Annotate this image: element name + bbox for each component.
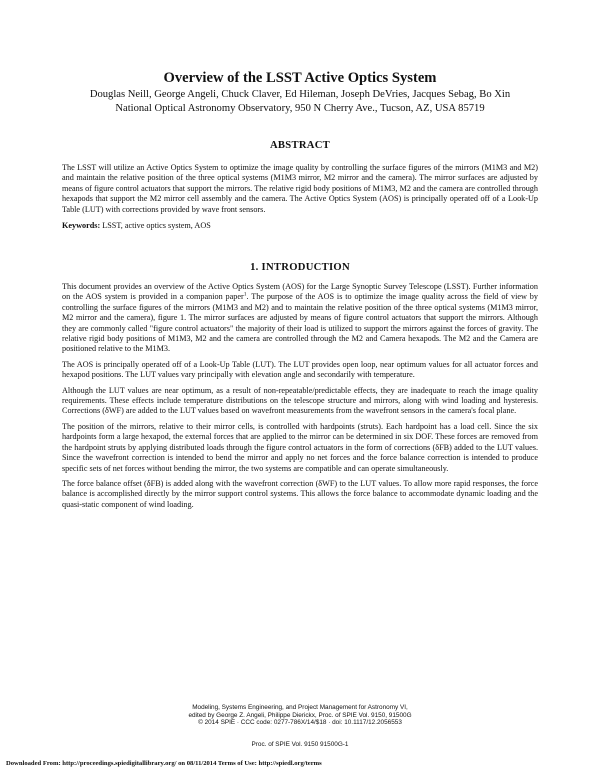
page-number: Proc. of SPIE Vol. 9150 91500G-1	[251, 741, 349, 748]
keywords-line	[62, 221, 538, 231]
publication-info	[0, 704, 600, 727]
intro-paragraph-5: The force balance offset (δFB) is added along with the wavefront correction (δWF) to the LUT values. To allow more rapid responses, the force balance is accomplished directly by the mirror support control systems. This allows the force balance to accommodate dynamic loading and the quasi-static component of wind loading.	[62, 478, 538, 509]
intro-paragraph-3: Although the LUT values are near optimum, as a result of non-repeatable/predictable effects, they are inadequate to reach the image quality requirements. These effects include temperature distributions on the telescope structure and mirrors, along with wind loading and hysteresis. Corrections (δWF) are added to the LUT values based on wavefront measurements from the wavefront sensors in the camera's focal plane.	[62, 385, 538, 416]
reference-1-link[interactable]: 1	[243, 291, 247, 298]
publication-line-1: Modeling, Systems Engineering, and Project Management for Astronomy VI,	[192, 704, 408, 711]
intro-p1-text-b: . The purpose of the AOS is to optimize the image quality across the field of view by controlling the surface figures of the mirrors (M1M3 and M2) and to maintain the relative position of the three optical systems (M1M3 mirror, M2 mirror and the camera), figure 1. The mirror surfaces are adjusted by means of figure control actuators that support the mirrors. Although they are commonly called "figure control actuators" the majority of their load is utilized to support the mirrors against the forces of gravity. The relative rigid body positions of M1M3, M2 and the camera are controlled through the M2 and Camera hexapods. The M2 and the Camera are positioned relative to the M1M3.	[62, 292, 538, 354]
download-notice[interactable]: Downloaded From: http://proceedings.spiedigitallibrary.org/ on 08/11/2014 Terms of Use: http://spiedl.org/terms	[6, 760, 322, 767]
abstract-heading: ABSTRACT	[269, 140, 331, 151]
intro-paragraph-1	[62, 282, 538, 355]
intro-p1-text-a: This document provides an overview of the Active Optics System (AOS) for the Large Synoptic Survey Telescope (LSST). Further information on the AOS system is provided in a companion paper	[62, 282, 538, 302]
abstract-section	[62, 163, 538, 236]
intro-paragraph-2: The AOS is principally operated off of a Look-Up Table (LUT). The LUT provides open loop, near optimum values for all actuator forces and hexapod positions. The LUT values vary principally with elevation angle and secondarily with temperature.	[62, 359, 538, 380]
publication-line-3: © 2014 SPIE · CCC code: 0277-786X/14/$18 · doi: 10.1117/12.2056553	[198, 719, 402, 727]
introduction-heading: 1. INTRODUCTION	[250, 262, 350, 273]
keywords-text: LSST, active optics system, AOS	[102, 221, 211, 231]
introduction-section	[62, 282, 538, 515]
paper-title: Overview of the LSST Active Optics System	[163, 70, 437, 86]
author-list: Douglas Neill, George Angeli, Chuck Claver, Ed Hileman, Joseph DeVries, Jacques Sebag, Bo Xin	[89, 89, 511, 100]
keywords-label: Keywords:	[62, 221, 101, 231]
publication-line-2: edited by George Z. Angeli, Philippe Dierickx, Proc. of SPIE Vol. 9150, 91500G	[188, 711, 412, 719]
intro-paragraph-4: The position of the mirrors, relative to their mirror cells, is controlled with hardpoints (struts). Each hardpoint has a load cell. Since the six hardpoints form a large hexapod, the external forces that are applied to the mirror can be determined in six DOF. These forces are removed from the hardpoint struts by applying distributed loads through the figure control actuators in the form of corrections (δFB) added to the LUT values. Since the wavefront correction is intended to bend the mirror and apply no net forces and the force balance correction is intended to produce specific sets of net forces without bending the mirror, the two systems are compatible and can operate simultaneously.	[62, 421, 538, 473]
abstract-text: The LSST will utilize an Active Optics System to optimize the image quality by controlling the surface figures of the mirrors (M1M3 and M2) and maintain the relative position of the three optical systems (M1M3 mirror, M2 mirror and the camera). The mirror surfaces are adjusted by means of figure control actuators that support the mirrors. The relative rigid body positions of M1M3, M2 and the camera are controlled through hexapods that support the M2 mirror cell assembly and the camera. The Active Optics System (AOS) is principally operated off of a Look-Up Table (LUT) with corrections provided by wave front sensors.	[62, 163, 538, 214]
affiliation: National Optical Astronomy Observatory, 950 N Cherry Ave., Tucson, AZ, USA 85719	[115, 103, 485, 114]
